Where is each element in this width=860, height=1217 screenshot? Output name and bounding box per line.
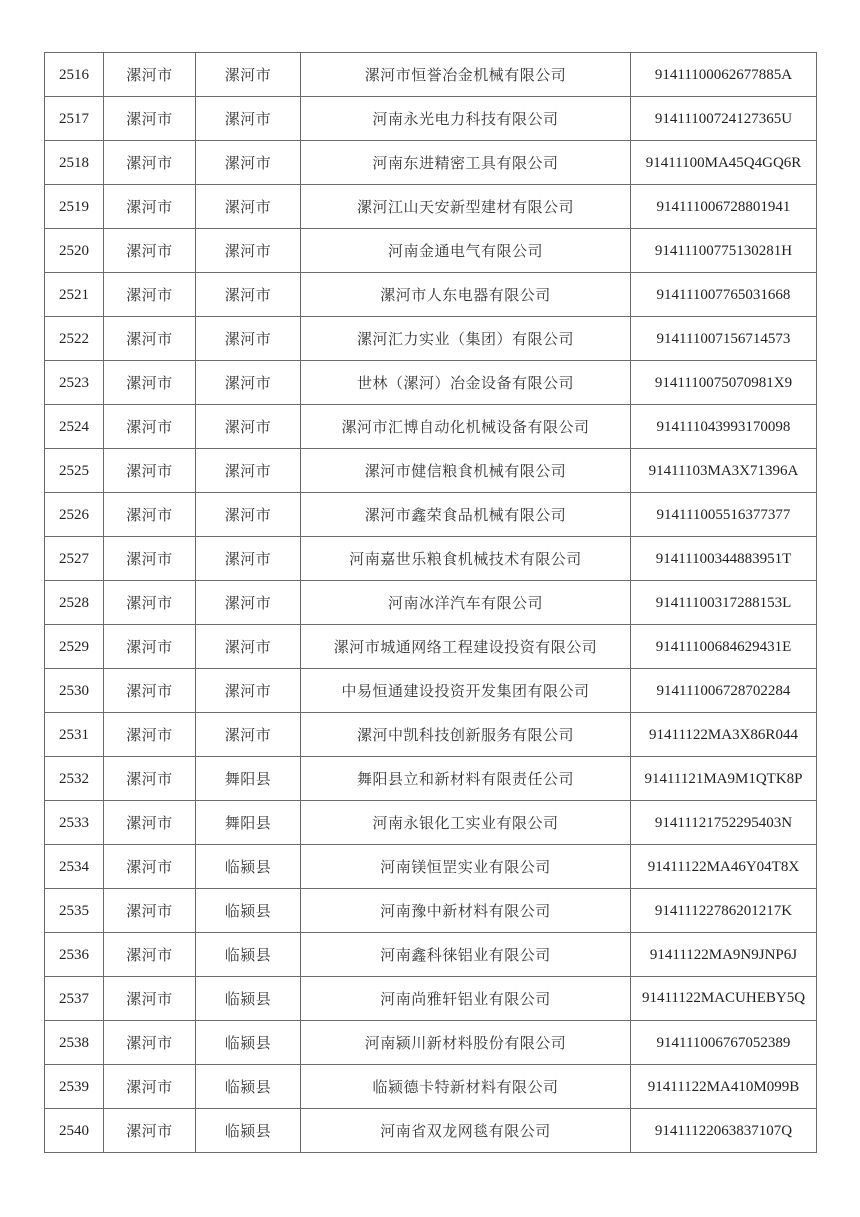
table-row — [45, 185, 817, 229]
table-row — [45, 273, 817, 317]
city-cell: 漯河市 — [104, 53, 196, 97]
credit-code-cell: 91411122MA410M099B — [631, 1065, 817, 1109]
city-cell: 漯河市 — [104, 977, 196, 1021]
table-row — [45, 977, 817, 1021]
row-number: 2537 — [45, 977, 104, 1021]
company-name-cell: 河南冰洋汽车有限公司 — [301, 581, 631, 625]
county-cell: 临颍县 — [196, 977, 301, 1021]
row-number: 2540 — [45, 1109, 104, 1153]
city-cell: 漯河市 — [104, 669, 196, 713]
table-row — [45, 405, 817, 449]
row-number: 2528 — [45, 581, 104, 625]
table-row — [45, 537, 817, 581]
row-number: 2517 — [45, 97, 104, 141]
county-cell: 漯河市 — [196, 493, 301, 537]
county-cell: 漯河市 — [196, 317, 301, 361]
table-body — [45, 53, 817, 1153]
enterprise-register-table — [44, 52, 817, 1153]
table-row — [45, 889, 817, 933]
company-name-cell: 漯河汇力实业（集团）有限公司 — [301, 317, 631, 361]
row-number: 2519 — [45, 185, 104, 229]
table-row — [45, 845, 817, 889]
table-row — [45, 713, 817, 757]
city-cell: 漯河市 — [104, 97, 196, 141]
county-cell: 漯河市 — [196, 537, 301, 581]
county-cell: 临颍县 — [196, 1021, 301, 1065]
company-name-cell: 河南永光电力科技有限公司 — [301, 97, 631, 141]
company-name-cell: 河南省双龙网毯有限公司 — [301, 1109, 631, 1153]
table-row — [45, 1109, 817, 1153]
county-cell: 临颍县 — [196, 1109, 301, 1153]
company-name-cell: 河南尚雅轩铝业有限公司 — [301, 977, 631, 1021]
company-name-cell: 河南永银化工实业有限公司 — [301, 801, 631, 845]
city-cell: 漯河市 — [104, 361, 196, 405]
credit-code-cell: 91411122MA3X86R044 — [631, 713, 817, 757]
table-row — [45, 229, 817, 273]
row-number: 2521 — [45, 273, 104, 317]
row-number: 2520 — [45, 229, 104, 273]
row-number: 2529 — [45, 625, 104, 669]
county-cell: 漯河市 — [196, 581, 301, 625]
county-cell: 漯河市 — [196, 97, 301, 141]
county-cell: 临颍县 — [196, 933, 301, 977]
row-number: 2533 — [45, 801, 104, 845]
company-name-cell: 河南镁恒罡实业有限公司 — [301, 845, 631, 889]
row-number: 2525 — [45, 449, 104, 493]
city-cell: 漯河市 — [104, 713, 196, 757]
table-row — [45, 1065, 817, 1109]
table-row — [45, 449, 817, 493]
company-name-cell: 河南鑫科徕铝业有限公司 — [301, 933, 631, 977]
city-cell: 漯河市 — [104, 1109, 196, 1153]
city-cell: 漯河市 — [104, 493, 196, 537]
credit-code-cell: 91411122MA9N9JNP6J — [631, 933, 817, 977]
city-cell: 漯河市 — [104, 273, 196, 317]
county-cell: 漯河市 — [196, 625, 301, 669]
county-cell: 临颍县 — [196, 845, 301, 889]
credit-code-cell: 91411100724127365U — [631, 97, 817, 141]
credit-code-cell: 91411121752295403N — [631, 801, 817, 845]
company-name-cell: 漯河江山天安新型建材有限公司 — [301, 185, 631, 229]
county-cell: 漯河市 — [196, 361, 301, 405]
table-row — [45, 933, 817, 977]
row-number: 2536 — [45, 933, 104, 977]
table-row — [45, 361, 817, 405]
county-cell: 漯河市 — [196, 273, 301, 317]
county-cell: 漯河市 — [196, 229, 301, 273]
credit-code-cell: 91411122MA46Y04T8X — [631, 845, 817, 889]
row-number: 2522 — [45, 317, 104, 361]
row-number: 2539 — [45, 1065, 104, 1109]
credit-code-cell: 91411100684629431E — [631, 625, 817, 669]
city-cell: 漯河市 — [104, 757, 196, 801]
company-name-cell: 河南金通电气有限公司 — [301, 229, 631, 273]
row-number: 2523 — [45, 361, 104, 405]
county-cell: 漯河市 — [196, 713, 301, 757]
city-cell: 漯河市 — [104, 625, 196, 669]
table-row — [45, 669, 817, 713]
company-name-cell: 漯河市人东电器有限公司 — [301, 273, 631, 317]
row-number: 2526 — [45, 493, 104, 537]
table-row — [45, 141, 817, 185]
city-cell: 漯河市 — [104, 185, 196, 229]
county-cell: 漯河市 — [196, 669, 301, 713]
company-name-cell: 河南颍川新材料股份有限公司 — [301, 1021, 631, 1065]
county-cell: 漯河市 — [196, 405, 301, 449]
city-cell: 漯河市 — [104, 581, 196, 625]
company-name-cell: 河南豫中新材料有限公司 — [301, 889, 631, 933]
credit-code-cell: 914111005516377377 — [631, 493, 817, 537]
county-cell: 漯河市 — [196, 141, 301, 185]
city-cell: 漯河市 — [104, 405, 196, 449]
company-name-cell: 河南嘉世乐粮食机械技术有限公司 — [301, 537, 631, 581]
county-cell: 临颍县 — [196, 889, 301, 933]
credit-code-cell: 91411122063837107Q — [631, 1109, 817, 1153]
row-number: 2527 — [45, 537, 104, 581]
row-number: 2534 — [45, 845, 104, 889]
credit-code-cell: 91411103MA3X71396A — [631, 449, 817, 493]
row-number: 2532 — [45, 757, 104, 801]
row-number: 2518 — [45, 141, 104, 185]
city-cell: 漯河市 — [104, 1021, 196, 1065]
county-cell: 漯河市 — [196, 53, 301, 97]
county-cell: 舞阳县 — [196, 801, 301, 845]
credit-code-cell: 91411122MACUHEBY5Q — [631, 977, 817, 1021]
county-cell: 漯河市 — [196, 185, 301, 229]
city-cell: 漯河市 — [104, 1065, 196, 1109]
county-cell: 漯河市 — [196, 449, 301, 493]
credit-code-cell: 91411121MA9M1QTK8P — [631, 757, 817, 801]
city-cell: 漯河市 — [104, 229, 196, 273]
company-name-cell: 漯河市汇博自动化机械设备有限公司 — [301, 405, 631, 449]
table-row — [45, 625, 817, 669]
company-name-cell: 世林（漯河）冶金设备有限公司 — [301, 361, 631, 405]
city-cell: 漯河市 — [104, 141, 196, 185]
row-number: 2524 — [45, 405, 104, 449]
credit-code-cell: 914111006728702284 — [631, 669, 817, 713]
city-cell: 漯河市 — [104, 449, 196, 493]
company-name-cell: 舞阳县立和新材料有限责任公司 — [301, 757, 631, 801]
county-cell: 舞阳县 — [196, 757, 301, 801]
company-name-cell: 漯河市鑫荣食品机械有限公司 — [301, 493, 631, 537]
table-row — [45, 1021, 817, 1065]
row-number: 2531 — [45, 713, 104, 757]
company-name-cell: 漯河中凯科技创新服务有限公司 — [301, 713, 631, 757]
credit-code-cell: 91411100775130281H — [631, 229, 817, 273]
city-cell: 漯河市 — [104, 889, 196, 933]
credit-code-cell: 91411122786201217K — [631, 889, 817, 933]
credit-code-cell: 914111006767052389 — [631, 1021, 817, 1065]
credit-code-cell: 914111007156714573 — [631, 317, 817, 361]
city-cell: 漯河市 — [104, 801, 196, 845]
city-cell: 漯河市 — [104, 845, 196, 889]
table-row — [45, 97, 817, 141]
table-row — [45, 493, 817, 537]
row-number: 2530 — [45, 669, 104, 713]
credit-code-cell: 91411100MA45Q4GQ6R — [631, 141, 817, 185]
row-number: 2516 — [45, 53, 104, 97]
city-cell: 漯河市 — [104, 933, 196, 977]
row-number: 2538 — [45, 1021, 104, 1065]
table-row — [45, 757, 817, 801]
credit-code-cell: 914111043993170098 — [631, 405, 817, 449]
table-row — [45, 581, 817, 625]
county-cell: 临颍县 — [196, 1065, 301, 1109]
company-name-cell: 漯河市恒誉冶金机械有限公司 — [301, 53, 631, 97]
company-name-cell: 漯河市健信粮食机械有限公司 — [301, 449, 631, 493]
company-name-cell: 中易恒通建设投资开发集团有限公司 — [301, 669, 631, 713]
city-cell: 漯河市 — [104, 537, 196, 581]
credit-code-cell: 91411100344883951T — [631, 537, 817, 581]
credit-code-cell: 914111007765031668 — [631, 273, 817, 317]
credit-code-cell: 91411100317288153L — [631, 581, 817, 625]
company-name-cell: 河南东进精密工具有限公司 — [301, 141, 631, 185]
table-row — [45, 317, 817, 361]
company-name-cell: 漯河市城通网络工程建设投资有限公司 — [301, 625, 631, 669]
row-number: 2535 — [45, 889, 104, 933]
city-cell: 漯河市 — [104, 317, 196, 361]
company-name-cell: 临颍德卡特新材料有限公司 — [301, 1065, 631, 1109]
credit-code-cell: 91411100062677885A — [631, 53, 817, 97]
table-row — [45, 801, 817, 845]
credit-code-cell: 914111006728801941 — [631, 185, 817, 229]
credit-code-cell: 9141110075070981X9 — [631, 361, 817, 405]
table-row — [45, 53, 817, 97]
